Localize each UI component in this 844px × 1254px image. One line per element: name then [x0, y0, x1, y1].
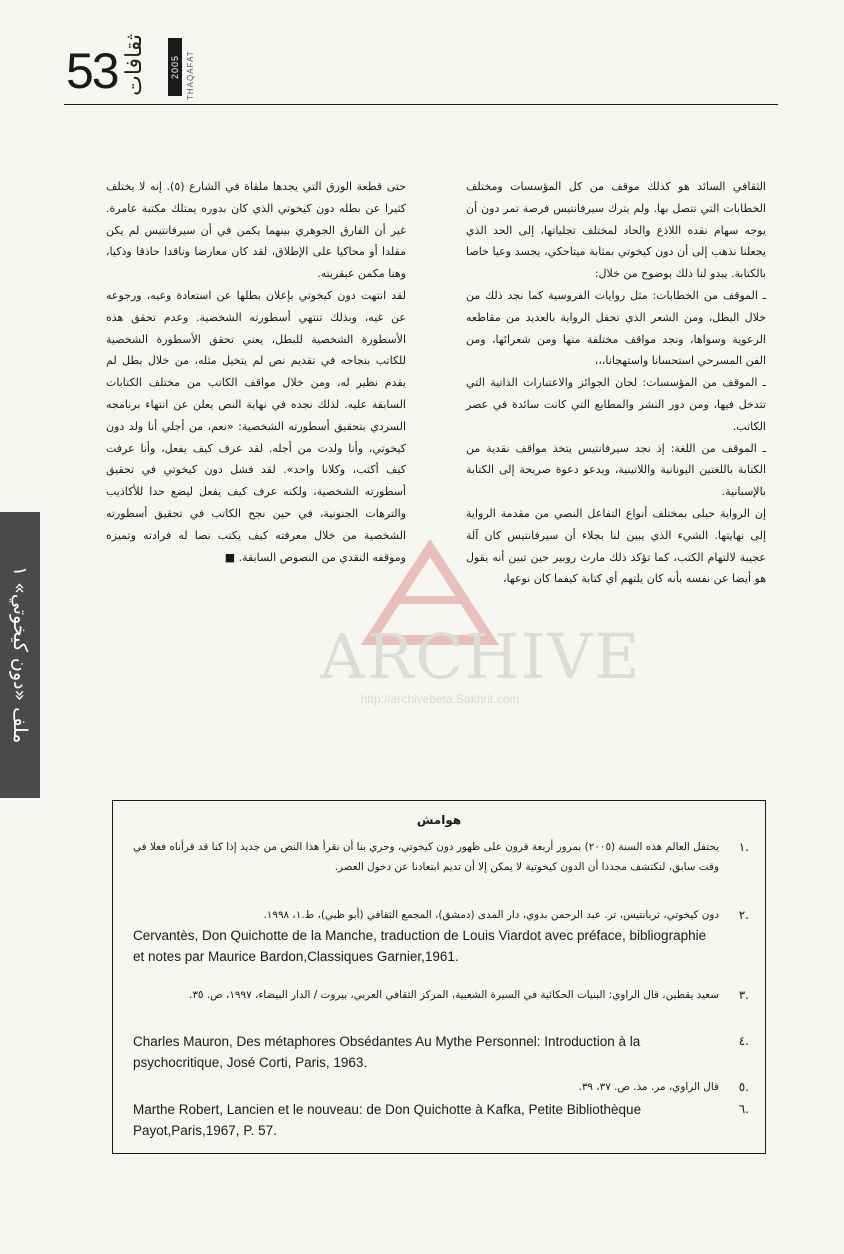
footnote-item — [133, 1077, 747, 1097]
footnote-text: يحتفل العالم هذه السنة (٢٠٠٥) بمرور أربعة قرون على ظهور دون كيخوتي، وحري بنا أن نقرأ هذا النص من جديد إذا كنا قد قرأناه فعلا في وقت سابق، لنكتشف مجددا أن الدون كيخوتية لا يمكن إلا أن تديم ابتعادنا عن دخول العصر. — [133, 841, 719, 873]
footnote-latin-text: Charles Mauron, Des métaphores Obsédantes Au Mythe Personnel: Introduction à la psychocritique, José Corti, Paris, 1963. — [133, 1034, 641, 1070]
paragraph: ـ الموقف من الخطابات: مثل روايات الفروسية كما نجد ذلك من خلال البطل، ومن الشعر الذي تحفل الرواية بالعديد من مقاطعه الرعوية وسواها، ونجد مواقف مختلفة منها ومن شعرائها، ومن الفن المسرحي استحسانا واستهجانا،،، — [466, 288, 766, 368]
year-badge — [168, 38, 182, 96]
footnote-item — [133, 1031, 747, 1073]
footnote-item — [133, 837, 747, 877]
paragraph: حتى قطعة الورق التي يجدها ملقاة في الشارع (٥). إنه لا يختلف كثيرا عن بطله دون كيخوتي الذي كان بدوره يمتلك مكتبة عامرة. غير أن الفارق الجوهري بينهما يكمن في أن سيرفانتيس لم يكن مقلدا أو محاكيا على الإطلاق، لقد كان معارضا وناقدا حاذقا وذكيا، وهنا مكمن عبقريته. — [106, 180, 407, 281]
footnote-item — [133, 985, 747, 1005]
header-divider — [64, 104, 778, 105]
watermark-url: http://archivebeta.Sakhrit.com — [360, 692, 520, 706]
watermark-brand: ARCHIVE — [320, 620, 642, 693]
footnote-text: سعيد يقطين، قال الراوي: البنيات الحكائية في السيرة الشعبية، المركز الثقافي العربي، بيروت / الدار البيضاء، ١٩٩٧، ص. ٣٥. — [189, 989, 719, 1001]
year-label: 2005 — [170, 54, 180, 80]
footnote-number: .٢ — [738, 908, 749, 922]
magazine-name: ثقافات — [122, 34, 147, 96]
footnote-number: .٤ — [738, 1034, 749, 1048]
footnote-latin-text: Marthe Robert, Lancien et le nouveau: de Don Quichotte à Kafka, Petite Bibliothèque Payot,Paris,1967, P. 57. — [133, 1102, 642, 1138]
footnotes-title: هوامش — [416, 813, 462, 827]
page-number: 53 — [66, 43, 118, 99]
paragraph: إن الرواية حبلى بمختلف أنواع التفاعل النصي من مقدمة الرواية إلى نهايتها. الشيء الذي يبين لنا بجلاء أن سيرفانتيس كان آلة عجيبة لالتهام الكتب، كما تؤكد ذلك مارث روبير حين تبين أنه يقول هو أيضا عن نفسه بأنه كان يلتهم أي كتابة كيفما كان نوعها، — [466, 506, 766, 586]
paragraph: ـ الموقف من اللغة: إذ نجد سيرفانتيس يتخذ مواقف نقدية من الكتابة باللغتين اليونانية واللاتينية، ويدعو دعوة صريحة إلى الكتابة بالإسبانية. — [466, 441, 766, 499]
footnote-number: .٦ — [738, 1102, 749, 1116]
article-column-left — [106, 176, 406, 568]
magazine-latin-name: THAQAFAT — [186, 50, 195, 100]
footnote-number: .٥ — [738, 1080, 749, 1094]
footnote-text: دون كيخوتي، ثربانتيس، تر. عبد الرحمن بدوي، دار المدى (دمشق)، المجمع الثقافي (أبو ظبي)، ط.١، ١٩٩٨. — [263, 909, 719, 921]
footnote-item — [133, 905, 747, 967]
paragraph: لقد انتهت دون كيخوتي بإعلان بطلها عن استعادة وعيه، ورجوعه عن غيه، وبذلك تنتهي أسطورته الشخصية. وعدم تحقق هذه الأسطورة الشخصية للبطل، يعني تحقق الأسطورة الشخصية للكاتب بنجاحه في تقديم نص لم يتخيل مثله، من خلال بطل لم يقدم نظير له، ومن خلال مواقف الكاتب من مختلف الكتابات السابقة عليه. لذلك نجده في نهاية النص يعلن عن انتهاء برنامجه السردي بتحقيق أسطورته الشخصية: «نعم، من أجلي أنا ولد دون كيخوتي، وأنا ولدت من أجله. لقد عرف كيف يفعل، وأنا عرفت كيف أكتب، وكلانا واحد». لقد فشل دون كيخوتي في تحقيق أسطورته الشخصية، ولكنه عرف كيف يفعل ليضع حدا للأكاذيب والترهات الجنونية، في حين نجح الكاتب في تحقيق أسطورته الشخصية من خلال معرفته كيف يكتب نصا له فرادته وتميزه وموقفه النقدي من النصوص السابقة. ■ — [106, 288, 406, 564]
footnote-item — [133, 1099, 747, 1141]
footnote-number: .٣ — [738, 988, 749, 1002]
article-column-right — [466, 176, 766, 590]
footnotes-box — [112, 800, 766, 1154]
footnote-latin-text: Cervantès, Don Quichotte de la Manche, traduction de Louis Viardot avec préface, bibliographie et notes par Maurice Bardon,Classiques Garnier,1961. — [133, 928, 707, 964]
footnote-text: قال الراوي، مر. مذ. ص. ٣٧، ٣٩. — [578, 1081, 719, 1093]
paragraph: ـ الموقف من المؤسسات: لجان الجوائز والاعتبارات الذاتية التي تتدخل فيها، ومن دور النشر والمطابع التي كانت سائدة في عصر الكاتب. — [466, 376, 766, 433]
paragraph: الثقافي السائد هو كذلك موقف من كل المؤسسات ومختلف الخطابات التي تتصل بها. ولم يترك سيرفانتيس فرصة تمر دون أن يوجه سهام نقده اللاذع والحاد لمختلف تجلياتها، إلى الحد الذي يجعلنا نذهب إلى أن دون كيخوتي بمثابة ميتاحكي، يجسد وعيا خاصا بالكتابة. يبدو لنا ذلك بوضوح من خلال: — [466, 180, 766, 281]
section-side-banner — [0, 512, 40, 798]
section-side-label: ملف «دون كيخوتي» ١ — [9, 566, 31, 744]
footnote-number: .١ — [738, 840, 749, 854]
magazine-masthead — [122, 30, 166, 100]
